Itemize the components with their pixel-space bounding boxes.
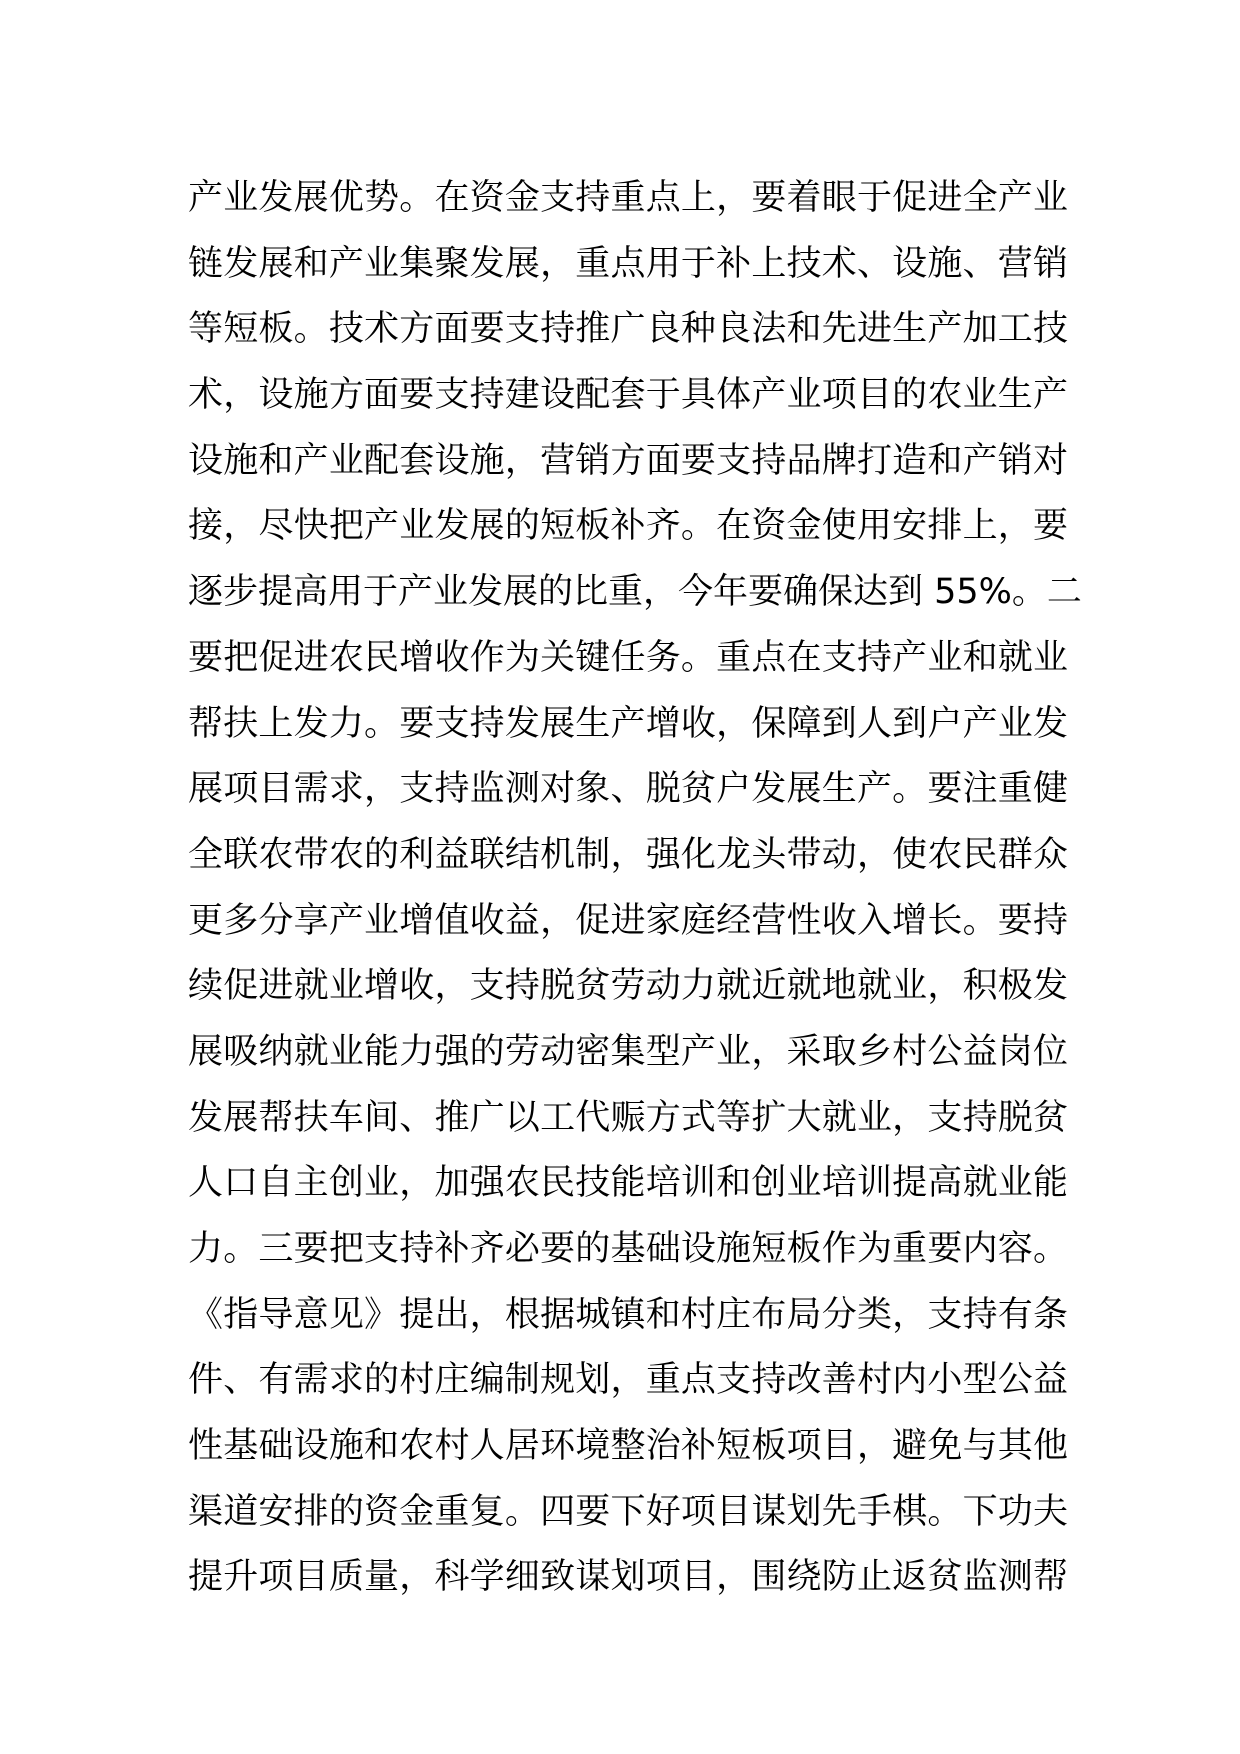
text-line: 发展帮扶车间、推广以工代赈方式等扩大就业，支持脱贫	[188, 1097, 1068, 1138]
text-line: 件、有需求的村庄编制规划，重点支持改善村内小型公益	[188, 1360, 1068, 1401]
text-line: 帮扶上发力。要支持发展生产增收，保障到人到户产业发	[188, 703, 1068, 744]
text-line: 更多分享产业增值收益，促进家庭经营性收入增长。要持	[188, 900, 1068, 941]
text-line: 接，尽快把产业发展的短板补齐。在资金使用安排上，要	[188, 506, 1068, 547]
text-line: 力。三要把支持补齐必要的基础设施短板作为重要内容。	[188, 1229, 1068, 1269]
text-line: 展吸纳就业能力强的劳动密集型产业，采取乡村公益岗位	[188, 1031, 1068, 1072]
text-line: 术，设施方面要支持建设配套于具体产业项目的农业生产	[188, 375, 1068, 416]
text-line: 产业发展优势。在资金支持重点上，要着眼于促进全产业	[188, 178, 1068, 218]
text-line: 链发展和产业集聚发展，重点用于补上技术、设施、营销	[188, 243, 1068, 284]
body-text	[188, 166, 1082, 1611]
text-line: 渠道安排的资金重复。四要下好项目谋划先手棋。下功夫	[188, 1491, 1068, 1532]
text-line: 《指导意见》提出，根据城镇和村庄布局分类，支持有条	[188, 1294, 1068, 1335]
text-line: 等短板。技术方面要支持推广良种良法和先进生产加工技	[188, 309, 1068, 350]
text-line: 提升项目质量，科学细致谋划项目，围绕防止返贫监测帮	[188, 1557, 1068, 1598]
text-line: 展项目需求，支持监测对象、脱贫户发展生产。要注重健	[188, 769, 1068, 810]
text-line: 人口自主创业，加强农民技能培训和创业培训提高就业能	[188, 1163, 1068, 1204]
text-line: 续促进就业增收，支持脱贫劳动力就近就地就业，积极发	[188, 966, 1068, 1007]
text-line: 性基础设施和农村人居环境整治补短板项目，避免与其他	[188, 1426, 1068, 1467]
text-line: 要把促进农民增收作为关键任务。重点在支持产业和就业	[188, 637, 1068, 678]
text-line: 逐步提高用于产业发展的比重，今年要确保达到 55%。二	[188, 572, 1082, 613]
text-line: 全联农带农的利益联结机制，强化龙头带动，使农民群众	[188, 834, 1068, 875]
text-line: 设施和产业配套设施，营销方面要支持品牌打造和产销对	[188, 440, 1068, 481]
